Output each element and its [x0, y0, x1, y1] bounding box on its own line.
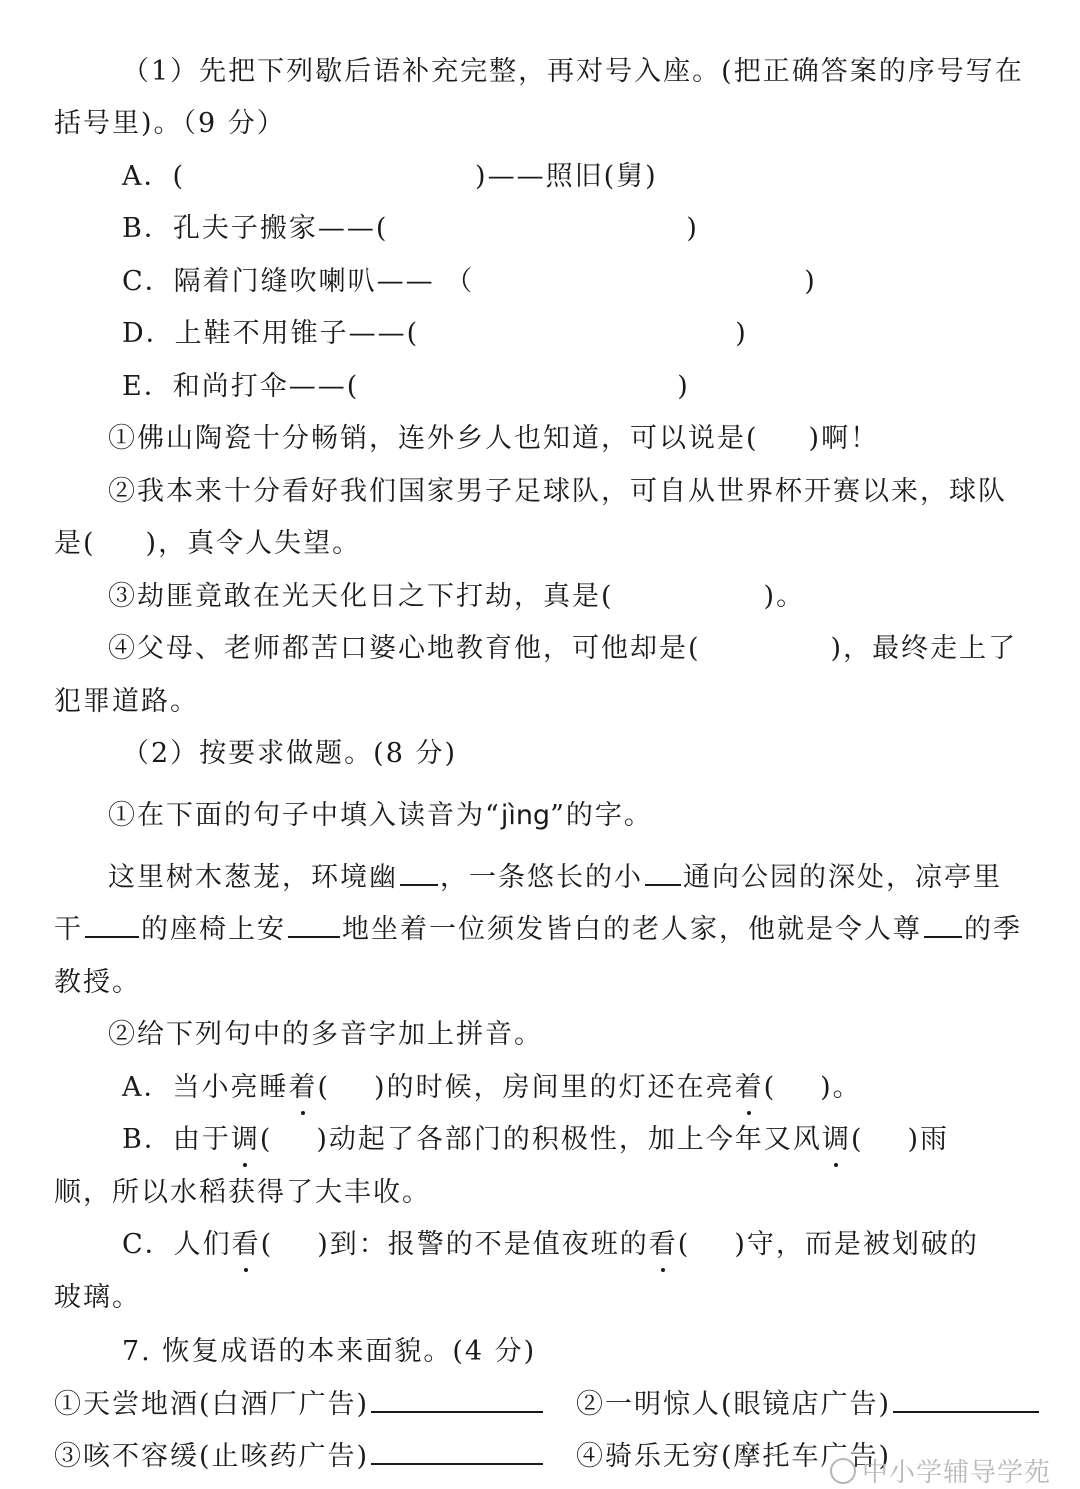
polyphone-char: 着 [289, 1068, 318, 1108]
s2b-left: 是( [54, 528, 96, 559]
polyphone-char: 看 [232, 1225, 261, 1265]
q1-item-e [122, 367, 690, 407]
para1-c: 通向公园的深处，凉亭里 [683, 862, 1002, 893]
item-c-left: C．隔着门缝吹喇叭—— （ [122, 266, 475, 297]
watermark-text: 中小学辅导学苑 [862, 1458, 1052, 1488]
p2-text: ②给下列句中的多音字加上拼音。 [108, 1019, 543, 1050]
q7-title [122, 1332, 536, 1372]
q1-intro-line2 [54, 104, 286, 144]
a-text-a: A．当小亮睡 [122, 1072, 289, 1103]
b-text-a: B．由于 [122, 1124, 231, 1155]
paren-open: ( [260, 1229, 274, 1260]
a-text-e: )。 [820, 1072, 862, 1103]
q1-intro-score: 括号里)。（9 分） [54, 108, 286, 139]
q7-item-2 [576, 1385, 1041, 1425]
q7-item-1-text: ①天尝地酒(白酒厂广告) [54, 1389, 370, 1420]
c-text-a: C．人们 [122, 1229, 232, 1260]
item-b-right: ) [686, 213, 699, 244]
para2-c: 地坐着一位须发皆白的老人家，他就是令人尊 [342, 914, 922, 945]
item-a-right: )——照旧(舅) [475, 161, 658, 192]
item-b-left: B．孔夫子搬家——( [122, 213, 389, 244]
wechat-icon [830, 1458, 856, 1484]
q2-intro-text: （2）按要求做题。(8 分) [122, 738, 458, 769]
para2-d: 的季 [964, 914, 1022, 945]
s2-text: ②我本来十分看好我们国家男子足球队，可自从世界杯开赛以来，球队 [108, 476, 1007, 507]
item-c-right: ) [804, 266, 817, 297]
a-text-c: )的时候，房间里的灯还在亮 [374, 1072, 735, 1103]
polyphone-char: 着 [735, 1068, 764, 1108]
polyphone-char: 调 [231, 1120, 260, 1160]
q1-sentence-4b [54, 682, 199, 722]
q1-intro-line1 [122, 52, 1024, 92]
q7-item-3 [54, 1437, 545, 1477]
s4b-text: 犯罪道路。 [54, 686, 199, 717]
fill-blank[interactable] [400, 858, 438, 886]
s4-left: ④父母、老师都苦口婆心地教育他，可他却是( [108, 633, 701, 664]
answer-line[interactable] [371, 1437, 543, 1465]
fill-blank[interactable] [288, 910, 340, 938]
item-e-left: E．和尚打伞——( [122, 371, 360, 402]
item-e-right: ) [677, 371, 690, 402]
paren-open: ( [677, 1229, 691, 1260]
fill-blank[interactable] [924, 910, 962, 938]
q7-item-2-text: ②一明惊人(眼镜店广告) [576, 1389, 892, 1420]
q1-intro-text: （1）先把下列歇后语补充完整，再对号入座。(把正确答案的序号写在 [122, 56, 1024, 87]
q1-item-b [122, 209, 699, 249]
q7-item-1 [54, 1385, 545, 1425]
watermark [830, 1452, 1051, 1489]
c-text-e: )守，而是被划破的 [734, 1229, 979, 1260]
c-text-c: )到：报警的不是值夜班的 [317, 1229, 649, 1260]
para3-text: 教授。 [54, 967, 141, 998]
para1-b: ，一条悠长的小 [440, 862, 643, 893]
paren-open: ( [850, 1124, 864, 1155]
q2-line-b1 [122, 1120, 949, 1160]
b-line2-text: 顺，所以水稻获得了大丰收。 [54, 1177, 431, 1208]
paren-open: ( [259, 1124, 273, 1155]
item-d-right: ) [735, 318, 748, 349]
s1-left: ①佛山陶瓷十分畅销，连外乡人也知道，可以说是( [108, 423, 759, 454]
s3-left: ③劫匪竟敢在光天化日之下打劫，真是( [108, 581, 614, 612]
q1-item-c [122, 262, 817, 302]
q2-line-c2 [54, 1278, 141, 1318]
q1-sentence-3 [108, 577, 805, 617]
p1-before: ①在下面的句子中填入读音为“ [108, 800, 501, 831]
q1-item-d [122, 314, 748, 354]
item-d-left: D．上鞋不用锥子——( [122, 318, 420, 349]
q7-item-4-text: ④骑乐无穷(摩托车广告) [576, 1441, 892, 1472]
item-a-left: A．( [122, 161, 186, 192]
s4-right: )，最终走上了 [830, 633, 1018, 664]
s3-right: )。 [763, 581, 806, 612]
s1-right: )啊！ [808, 423, 880, 454]
q2-intro [122, 734, 457, 774]
q1-sentence-1 [108, 419, 879, 459]
q1-sentence-4a [108, 629, 1017, 669]
q2-para-line1 [108, 858, 1002, 898]
q2-part2-title [108, 1015, 543, 1055]
answer-line[interactable] [893, 1385, 1039, 1413]
q2-line-c1 [122, 1225, 979, 1265]
polyphone-char: 看 [649, 1225, 678, 1265]
q1-sentence-2b [54, 524, 361, 564]
q7-item-3-text: ③咳不容缓(止咳药广告) [54, 1441, 370, 1472]
p1-after: ”的字。 [550, 800, 653, 831]
polyphone-char: 调 [822, 1120, 851, 1160]
s2b-right: )，真令人失望。 [145, 528, 362, 559]
b-text-c: )动起了各部门的积极性，加上今年又风 [316, 1124, 822, 1155]
para2-a: 干 [54, 914, 83, 945]
q2-line-a [122, 1068, 862, 1108]
fill-blank[interactable] [645, 858, 681, 886]
fill-blank[interactable] [85, 910, 139, 938]
q2-line-b2 [54, 1173, 431, 1213]
q1-item-a [122, 157, 658, 197]
q2-para-line3 [54, 963, 141, 1003]
c-line2-text: 玻璃。 [54, 1282, 141, 1313]
paren-open: ( [317, 1072, 331, 1103]
pinyin-jing: jìng [500, 800, 551, 831]
q2-part1-title [108, 796, 653, 836]
b-text-e: )雨 [907, 1124, 950, 1155]
paren-open: ( [763, 1072, 777, 1103]
q1-sentence-2a [108, 472, 1007, 512]
q7-title-text: 7. 恢复成语的本来面貌。(4 分) [122, 1336, 537, 1367]
para2-b: 的座椅上安 [141, 914, 286, 945]
para1-a: 这里树木葱茏，环境幽 [108, 862, 398, 893]
q2-para-line2 [54, 910, 1022, 950]
answer-line[interactable] [371, 1385, 543, 1413]
